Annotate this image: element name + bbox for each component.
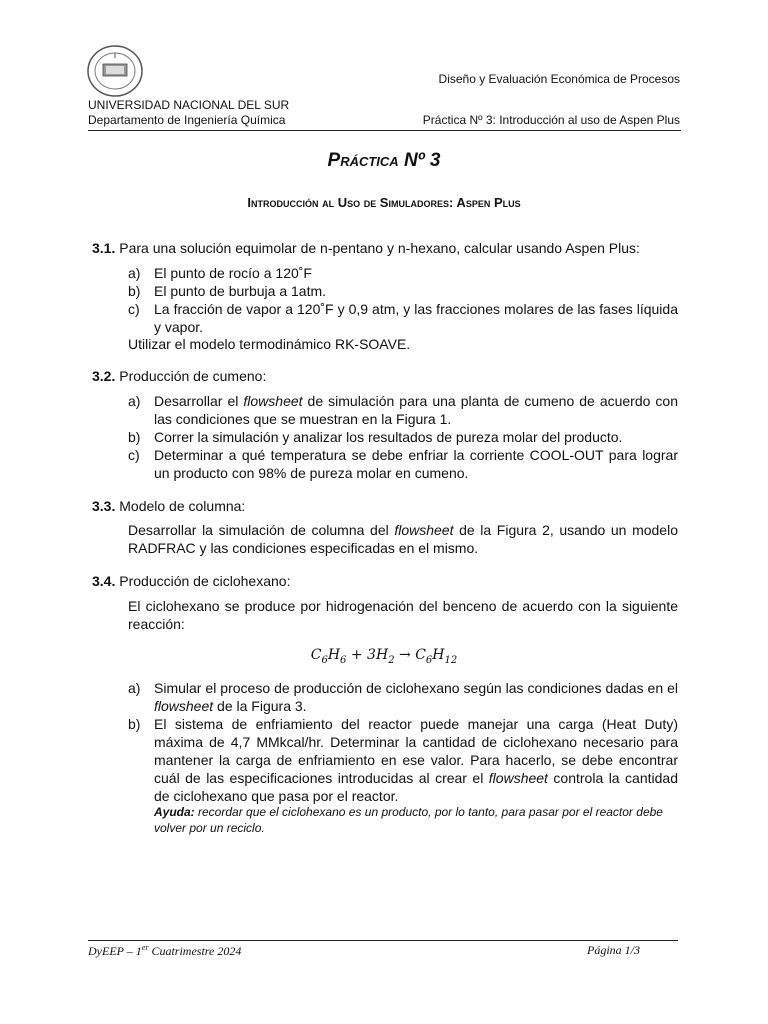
page-title: Práctica Nº 3 [327, 150, 441, 171]
page-number: Página 1/3 [587, 943, 640, 957]
list-item: a) Desarrollar el flowsheet de simulación para una planta de cumeno de acuerdo con las condiciones que se muestran en la Figura 1. [128, 393, 679, 427]
practice-reference: Práctica Nº 3: Introducción al uso de Aspen Plus [422, 113, 680, 127]
section-3-3-heading [92, 497, 682, 515]
list-item: a) El punto de rocío a 120˚F [128, 265, 312, 281]
section-number: 3.3. [92, 498, 116, 514]
list-item: b) El sistema de enfriamiento del reactor puede manejar una carga (Heat Duty) máxima de 4,7 MMkcal/hr. Determinar la cantidad de ciclohexano necesario para mantener la carga de enfriamiento en ese valor. Para hacerlo, se debe encontrar cuál de las especificaciones introducidas al crear el flowsheet controla la cantidad de ciclohexano que pasa por el reactor. [128, 716, 678, 804]
list-item: c) Determinar a qué temperatura se debe enfriar la corriente COOL-OUT para lograr un producto con 98% de pureza molar en cumeno. [128, 447, 678, 481]
section-3-2-list [128, 392, 678, 482]
section-3-3-body: Desarrollar la simulación de columna del flowsheet de la Figura 2, usando un modelo RADFRAC y las condiciones especificadas en el mismo. [128, 522, 678, 556]
section-3-2-heading [92, 367, 682, 385]
reaction-equation: $C_6H_6 + 3H_2 \to C_6H_{12}$ [310, 647, 458, 666]
hint-text: recordar que el ciclohexano es un producto, por lo tanto, para pasar por el reactor debe volver por un reciclo. [154, 805, 663, 835]
university-seal-logo [86, 44, 144, 98]
header-divider [88, 130, 681, 131]
section-text: Modelo de columna: [119, 498, 246, 514]
footer-course-term: DyEEP – 1er Cuatrimestre 2024 [88, 943, 242, 958]
section-3-4-intro: El ciclohexano se produce por hidrogenación del benceno de acuerdo con la siguiente reacción: [128, 598, 678, 632]
section-text: Producción de cumeno: [119, 368, 267, 384]
hint-label: Ayuda: [154, 805, 195, 819]
department-name: Departamento de Ingeniería Química [88, 113, 286, 127]
section-number: 3.4. [92, 573, 116, 589]
section-3-4-list [128, 679, 678, 805]
list-item: b) Correr la simulación y analizar los resultados de pureza molar del producto. [128, 429, 623, 445]
page-subtitle: Introducción al Uso de Simuladores: Aspen Plus [247, 195, 521, 210]
section-text: Para una solución equimolar de n-pentano y n-hexano, calcular usando Aspen Plus: [119, 240, 640, 256]
list-item: a) Simular el proceso de producción de ciclohexano según las condiciones dadas en el flowsheet de la Figura 3. [128, 680, 678, 714]
hint-note [154, 804, 678, 836]
section-number: 3.2. [92, 368, 116, 384]
university-name: UNIVERSIDAD NACIONAL DEL SUR [88, 98, 290, 112]
list-item: c) La fracción de vapor a 120˚F y 0,9 atm, y las fracciones molares de las fases líquida y vapor. [128, 301, 678, 335]
section-3-1-heading [92, 239, 682, 257]
section-number: 3.1. [92, 240, 116, 256]
footer-divider [88, 940, 678, 941]
list-item: b) El punto de burbuja a 1atm. [128, 283, 327, 299]
course-name: Diseño y Evaluación Económica de Procesos [438, 72, 680, 86]
section-text: Producción de ciclohexano: [119, 573, 291, 589]
section-3-1-note: Utilizar el modelo termodinámico RK-SOAVE. [128, 336, 411, 352]
section-3-4-heading [92, 572, 682, 590]
section-3-1-list [128, 264, 678, 336]
